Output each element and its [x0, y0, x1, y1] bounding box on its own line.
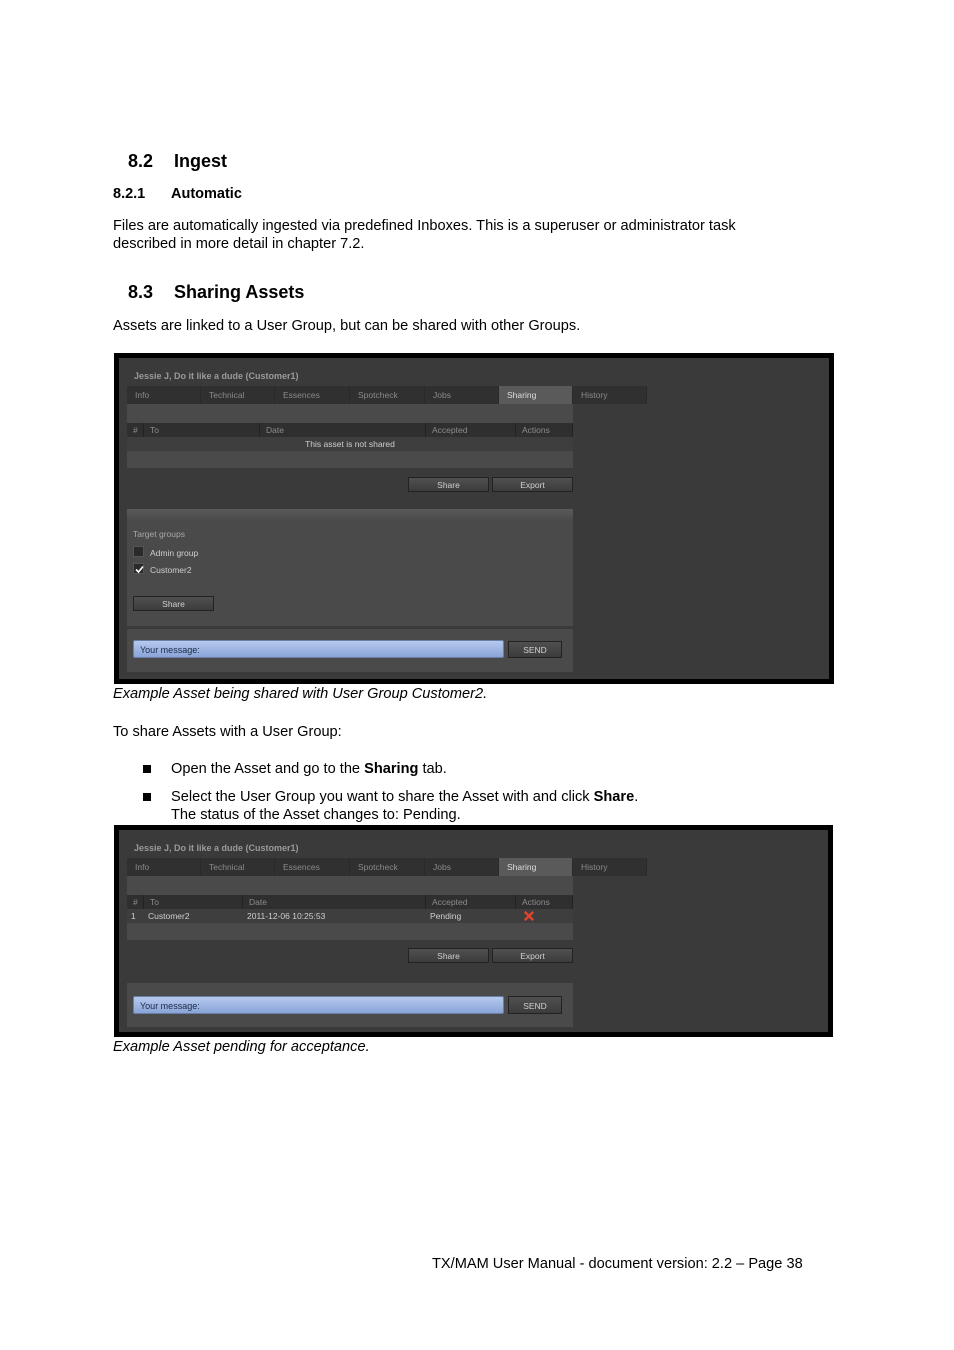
send-button[interactable]: SEND	[508, 641, 562, 658]
heading-8-3: 8.3 Sharing Assets	[128, 282, 305, 302]
tab-info[interactable]: Info	[127, 858, 201, 876]
col-number: #	[127, 895, 144, 909]
col-accepted: Accepted	[426, 895, 516, 909]
table-footer-strip	[127, 923, 573, 940]
target-groups-panel	[127, 509, 573, 626]
screenshot-sharing-pending	[114, 825, 833, 1037]
checkbox-customer2[interactable]	[133, 563, 144, 574]
empty-message: This asset is not shared	[127, 437, 573, 451]
tab-essences[interactable]: Essences	[275, 386, 350, 404]
col-date: Date	[243, 895, 426, 909]
asset-title: Jessie J, Do it like a dude (Customer1)	[134, 371, 299, 381]
tab-spotcheck[interactable]: Spotcheck	[350, 386, 425, 404]
group-share-button[interactable]: Share	[133, 596, 214, 611]
group-label-admin: Admin group	[150, 548, 199, 558]
tab-technical[interactable]: Technical	[201, 386, 275, 404]
screenshot-sharing-form	[114, 353, 834, 684]
col-to: To	[144, 895, 243, 909]
table-row[interactable]	[127, 909, 573, 923]
col-actions: Actions	[516, 895, 573, 909]
tab-technical[interactable]: Technical	[201, 858, 275, 876]
tab-info[interactable]: Info	[127, 386, 201, 404]
message-input[interactable]: Your message:	[133, 996, 504, 1014]
export-button[interactable]: Export	[492, 477, 573, 492]
col-number: #	[127, 423, 144, 437]
cell-number: 1	[131, 911, 136, 921]
tab-sharing[interactable]: Sharing	[499, 858, 573, 876]
send-button[interactable]: SEND	[508, 996, 562, 1014]
target-groups-label: Target groups	[133, 529, 185, 539]
tab-spotcheck[interactable]: Spotcheck	[350, 858, 425, 876]
tab-essences[interactable]: Essences	[275, 858, 350, 876]
paragraph-sharing: Assets are linked to a User Group, but can be shared with other Groups.	[113, 318, 581, 334]
share-button[interactable]: Share	[408, 477, 489, 492]
caption-pending: Example Asset pending for acceptance.	[113, 1039, 370, 1055]
share-button[interactable]: Share	[408, 948, 489, 963]
delete-x-icon[interactable]	[524, 911, 534, 923]
toolbar-strip	[127, 404, 573, 423]
export-button[interactable]: Export	[492, 948, 573, 963]
cell-date: 2011-12-06 10:25:53	[247, 911, 326, 921]
col-date: Date	[260, 423, 426, 437]
asset-title: Jessie J, Do it like a dude (Customer1)	[134, 843, 299, 853]
page-footer: TX/MAM User Manual - document version: 2.2 – Page 38	[432, 1256, 803, 1272]
table-footer-strip	[127, 451, 573, 468]
tab-jobs[interactable]: Jobs	[425, 858, 499, 876]
col-accepted: Accepted	[426, 423, 516, 437]
checkbox-admin-group[interactable]	[133, 546, 144, 557]
heading-8-2-1: 8.2.1 Automatic	[113, 186, 242, 202]
bullet-marker	[143, 793, 151, 801]
message-input[interactable]: Your message:	[133, 640, 504, 658]
paragraph-automatic: Files are automatically ingested via predefined Inboxes. This is a superuser or administrator task described in more detail in chapter 7.2.	[113, 218, 736, 252]
tab-history[interactable]: History	[573, 386, 647, 404]
checkmark-icon	[134, 564, 145, 575]
tab-history[interactable]: History	[573, 858, 647, 876]
cell-accepted: Pending	[430, 911, 462, 921]
bullet-marker	[143, 765, 151, 773]
tab-jobs[interactable]: Jobs	[425, 386, 499, 404]
toolbar-strip	[127, 876, 573, 895]
col-actions: Actions	[516, 423, 573, 437]
instructions-intro: To share Assets with a User Group:	[113, 724, 342, 740]
cell-to: Customer2	[148, 911, 190, 921]
col-to: To	[144, 423, 260, 437]
tab-bar	[127, 858, 647, 876]
heading-8-2: 8.2 Ingest	[128, 151, 228, 171]
tab-bar	[127, 386, 647, 404]
caption-shared: Example Asset being shared with User Group Customer2.	[113, 686, 488, 702]
message-panel	[127, 629, 573, 672]
tab-sharing[interactable]: Sharing	[499, 386, 573, 404]
group-label-customer2: Customer2	[150, 565, 192, 575]
message-panel	[127, 983, 573, 1027]
